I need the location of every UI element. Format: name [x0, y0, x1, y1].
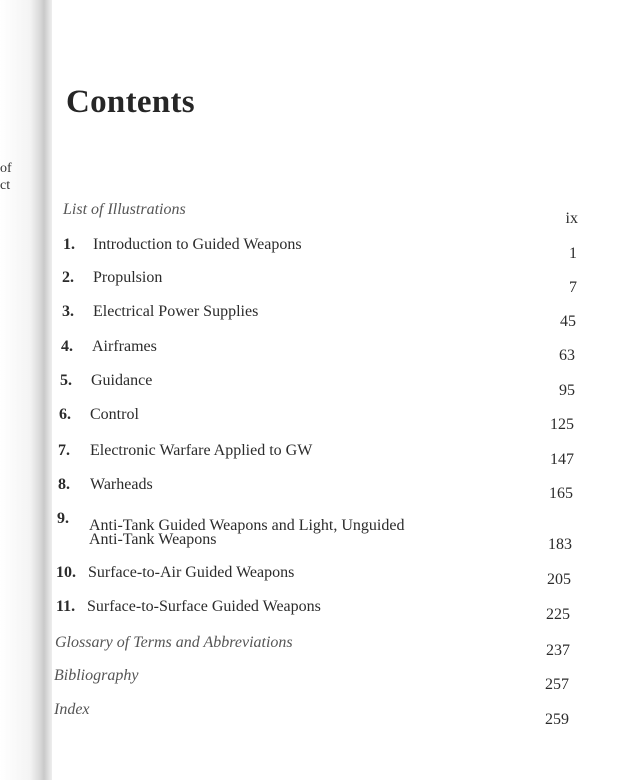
toc-entry-label: Glossary of Terms and Abbreviations [55, 634, 293, 651]
chapter-title-line-2: Anti-Tank Weapons [89, 531, 217, 548]
toc-page-number: 183 [548, 536, 572, 553]
chapter-title: Introduction to Guided Weapons [93, 236, 302, 253]
toc-page-number: 1 [569, 245, 577, 262]
chapter-number: 5. [60, 372, 72, 389]
toc-page-number: 45 [560, 313, 576, 330]
toc-entry-index [54, 701, 90, 719]
toc-page-number: 237 [546, 642, 570, 659]
chapter-number: 6. [59, 406, 71, 423]
toc-entry-list-of-illustrations [63, 201, 186, 219]
toc-page-number: 125 [550, 416, 574, 433]
toc-page-number: 7 [569, 279, 577, 296]
chapter-title-line-1: Anti-Tank Guided Weapons and Light, Unguided [89, 517, 405, 534]
chapter-title: Airframes [92, 338, 157, 355]
toc-entry-glossary [55, 634, 293, 652]
toc-entry-label: List of Illustrations [63, 201, 186, 218]
chapter-number: 7. [58, 442, 70, 459]
toc-page-number: ix [565, 210, 578, 227]
chapter-number: 2. [62, 269, 74, 286]
previous-page-fragment: ct [0, 178, 11, 193]
chapter-number: 8. [58, 476, 70, 493]
previous-page-fragment: of [0, 161, 12, 176]
toc-page-number: 205 [547, 571, 571, 588]
chapter-title: Electronic Warfare Applied to GW [90, 442, 313, 459]
toc-page-number: 259 [545, 711, 569, 728]
toc-page-number: 225 [546, 606, 570, 623]
toc-page-number: 95 [559, 382, 575, 399]
chapter-number: 9. [57, 510, 69, 527]
chapter-title: Surface-to-Air Guided Weapons [88, 564, 295, 581]
chapter-title: Warheads [90, 476, 153, 493]
chapter-number: 3. [62, 303, 74, 320]
chapter-title: Propulsion [93, 269, 163, 286]
toc-page-number: 257 [545, 676, 569, 693]
toc-page-number: 147 [550, 451, 574, 468]
chapter-title: Electrical Power Supplies [93, 303, 259, 320]
chapter-title: Guidance [91, 372, 153, 389]
toc-entry-label: Index [54, 701, 90, 718]
chapter-number: 1. [63, 236, 75, 253]
page-title: Contents [66, 84, 195, 120]
book-gutter-shadow [0, 0, 52, 780]
chapter-number: 4. [61, 338, 73, 355]
chapter-number: 10. [56, 564, 76, 581]
chapter-title: Control [90, 406, 139, 423]
toc-entry-bibliography [54, 667, 138, 685]
toc-page-number: 63 [559, 347, 575, 364]
chapter-number: 11. [56, 598, 76, 615]
chapter-title: Surface-to-Surface Guided Weapons [87, 598, 321, 615]
toc-entry-label: Bibliography [54, 667, 139, 684]
toc-page-number: 165 [549, 485, 573, 502]
